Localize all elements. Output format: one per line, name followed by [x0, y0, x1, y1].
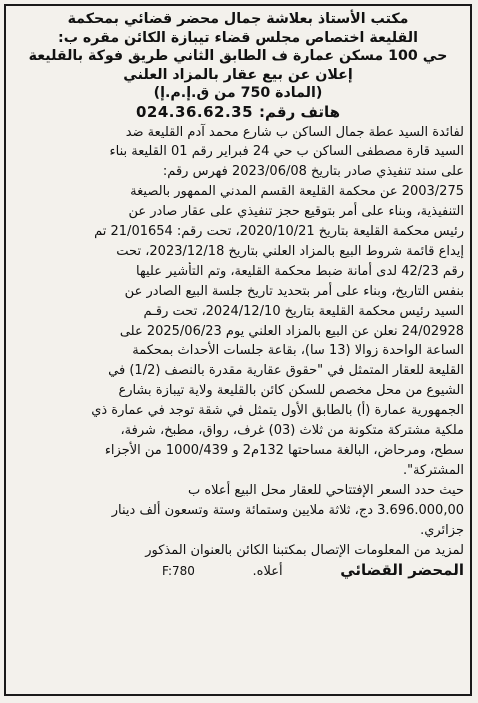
- office-jurisdiction: القليعة اختصاص مجلس قضاء تيبازة الكائن مقره ب:: [58, 29, 418, 46]
- body-line: حيث حدد السعر الإفتتاحي للعقار محل البيع أعلاه ب: [187, 482, 464, 498]
- signature: المحضر القضائي: [340, 561, 464, 580]
- reference-code: F:780: [162, 564, 195, 579]
- body-line: القليعة للعقار المتمثل في "حقوق عقارية مقدرة بالنصف (1/2) في: [108, 363, 464, 379]
- phone-number: 024.36.62.35: [136, 102, 254, 121]
- office-address: حي 100 مسكن عمارة ف الطابق الثاني طريق فوكة بالقليعة: [28, 48, 448, 64]
- body-line: 24/02928 نعلن عن البيع بالمزاد العلني يوم 2025/06/23 على: [119, 323, 464, 339]
- body-line: لفائدة السيد عطة جمال الساكن ب شارع محمد آدم القليعة ضد: [125, 124, 464, 140]
- body-line: 2003/275 عن محكمة القليعة القسم المدني الممهور بالصيغة: [130, 184, 464, 200]
- body-line: الجمهورية عمارة (أ) بالطابق الأول يتمثل في شقة توجد في عمارة ذي: [91, 403, 464, 419]
- body-line: السيد رئيس محكمة القليعة بتاريخ 2024/12/10، تحت رقـم: [143, 303, 464, 319]
- notice-title: إعلان عن بيع عقار بالمزاد العلني: [123, 66, 353, 83]
- body-line: التنفيذية، وبناء على أمر بتوقيع حجز تنفيذي على عقار صادر عن: [128, 204, 464, 220]
- legal-notice: [4, 4, 472, 696]
- notice-body: [12, 123, 464, 561]
- legal-article: (المادة 750 من ق.إ.م.إ): [153, 85, 323, 101]
- phone-label: هاتف رقم:: [259, 102, 341, 121]
- office-name: مكتب الأستاذ بعلاشة جمال محضر قضائي بمحكمة: [67, 11, 409, 27]
- body-line: بنفس التاريخ، وبناء على أمر بتحديد تاريخ جلسة البيع الصادر عن: [124, 283, 464, 299]
- body-line: الساعة الواحدة زوالا (13 سا)، بقاعة جلسات الأحداث بمحكمة: [132, 343, 464, 359]
- footer-row: [12, 560, 464, 582]
- body-line: السيد قارة مصطفى الساكن ب حي 24 فبراير رقم 01 القليعة بناء: [109, 144, 464, 160]
- body-line: سطح، ومرحاض، البالغة مساحتها 132م2 و 1000/439 من الأجزاء: [104, 443, 464, 458]
- body-line: لمزيد من المعلومات الإتصال بمكتبنا الكائن بالعنوان المذكور: [145, 542, 464, 558]
- body-line: على سند تنفيذي صادر بتاريخ 2023/06/08 فهرس رقم:: [162, 164, 464, 180]
- phone-row: [12, 103, 464, 122]
- body-line: جزائري.: [420, 522, 464, 538]
- body-line: رئيس محكمة القليعة بتاريخ 2020/10/21، تحت رقم: 21/01654 تم: [94, 224, 464, 240]
- body-line: 3.696.000,00 دج، ثلاثة ملايين وستمائة وستة وتسعون ألف دينار: [111, 502, 464, 518]
- body-line: ملكية مشتركة متكونة من ثلاث (03) غرف، رواق، مطبخ، شرفة،: [120, 423, 464, 439]
- body-line: الشيوع من محل مخصص للسكن كائن بالقليعة ولاية تيبازة بشارع: [118, 383, 464, 399]
- footer-ahla: أعلاه.: [252, 564, 283, 580]
- body-line: المشتركة".: [402, 462, 464, 478]
- body-line: إيداع قائمة شروط البيع بالمزاد العلني بتاريخ 2023/12/18، تحت: [116, 243, 464, 259]
- body-line: رقم 42/23 لدى أمانة ضبط محكمة القليعة، وتم التأشير عليها: [136, 263, 464, 279]
